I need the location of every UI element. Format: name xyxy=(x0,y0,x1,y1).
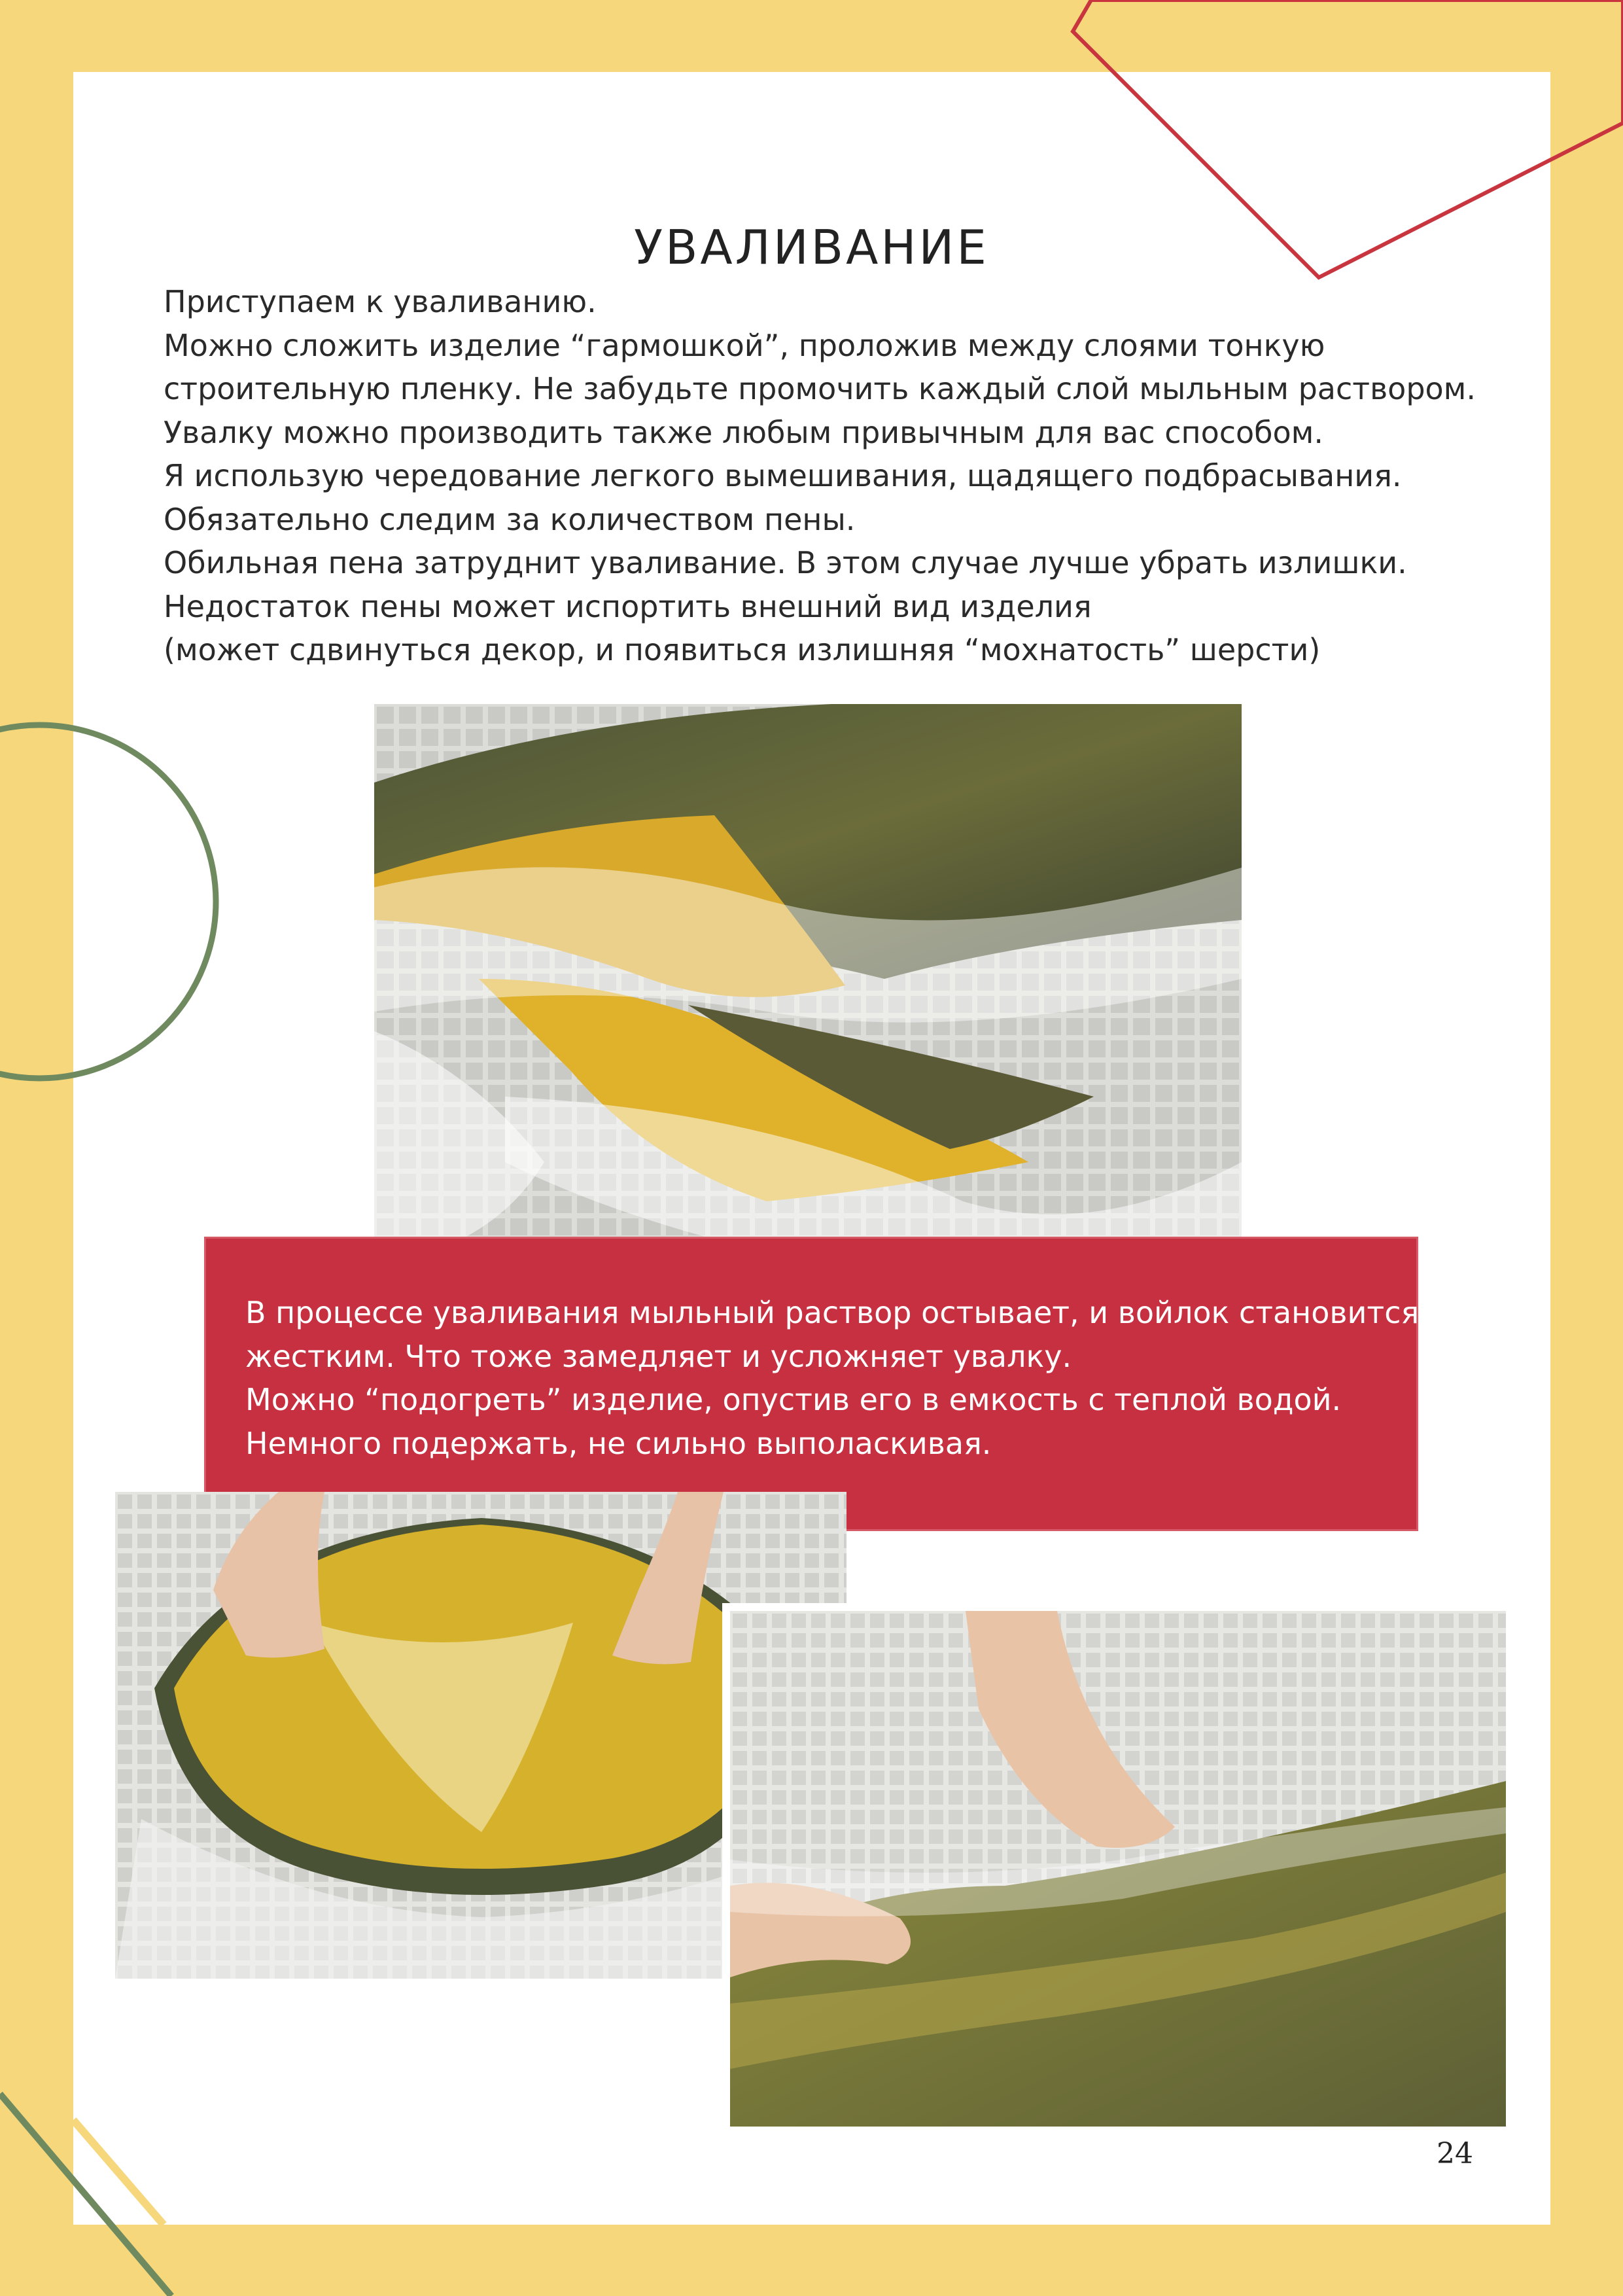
intro-line: Недостаток пены может испортить внешний вид изделия xyxy=(164,588,1092,624)
callout-text xyxy=(245,1291,1420,1465)
photo-folded-felt xyxy=(374,704,1242,1281)
callout-box xyxy=(204,1237,1418,1531)
intro-line: (может сдвинуться декор, и появиться излишняя “мохнатость” шерсти) xyxy=(164,632,1321,667)
intro-line: Увалку можно производить также любым привычным для вас способом. xyxy=(164,414,1323,450)
page-title: УВАЛИВАНИЕ xyxy=(634,220,989,275)
page-number: 24 xyxy=(1437,2137,1473,2170)
photo-kneading-felt xyxy=(730,1611,1506,2127)
intro-line: Обильная пена затруднит уваливание. В этом случае лучше убрать излишки. xyxy=(164,545,1407,580)
intro-line: строительную пленку. Не забудьте промочить каждый слой мыльным раствором. xyxy=(164,371,1476,406)
callout-line: В процессе уваливания мыльный раствор остывает, и войлок становится xyxy=(245,1295,1420,1330)
callout-line: жестким. Что тоже замедляет и усложняет увалку. xyxy=(245,1338,1072,1374)
intro-line: Я использую чередование легкого вымешивания, щадящего подбрасывания. xyxy=(164,458,1402,493)
intro-text xyxy=(164,280,1524,672)
callout-line: Немного подержать, не сильно выполаскивая. xyxy=(245,1425,992,1461)
callout-line: Можно “подогреть” изделие, опустив его в емкость с теплой водой. xyxy=(245,1382,1342,1417)
intro-line: Приступаем к уваливанию. xyxy=(164,284,597,319)
intro-line: Обязательно следим за количеством пены. xyxy=(164,501,856,537)
intro-line: Можно сложить изделие “гармошкой”, проложив между слоями тонкую xyxy=(164,327,1325,363)
